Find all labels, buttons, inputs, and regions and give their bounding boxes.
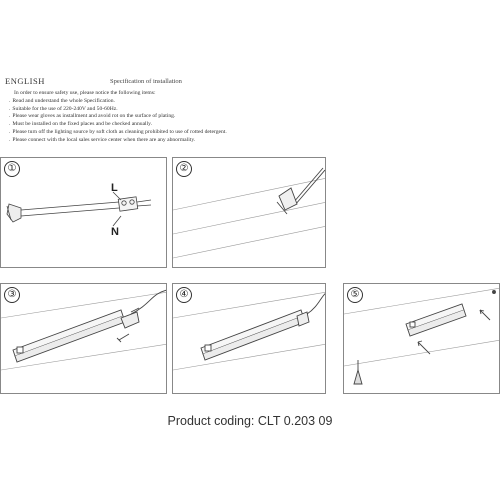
step-3-illustration [1,284,167,394]
step-1-panel [0,157,167,268]
safety-note: . Must be installed on the fixed places and be checked annually. [9,121,227,129]
document-title: Specification of installation [110,78,182,85]
step-1-illustration [1,158,167,268]
live-wire-label: L [111,182,118,194]
step-3-panel [0,283,167,394]
step-1-number: ① [4,161,20,177]
product-coding: Product coding: CLT 0.203 09 [167,414,333,428]
safety-note: . Please connect with the local sales service center when there are any abnormality. [9,137,227,145]
step-2-number: ② [176,161,192,177]
step-2-illustration [173,158,326,268]
intro-text: In order to ensure safety use, please notice the following items: [14,90,156,96]
step-5-panel [343,283,500,394]
safety-notes-list [9,98,227,144]
step-4-number: ④ [176,287,192,303]
step-4-illustration [173,284,326,394]
safety-note: . Please turn off the lighting source by soft cloth as cleaning prohibited to use of rotted detergent. [9,129,227,137]
step-5-illustration [344,284,500,394]
step-5-number: ⑤ [347,287,363,303]
step-3-number: ③ [4,287,20,303]
language-heading: ENGLISH [5,76,45,86]
step-4-panel [172,283,326,394]
safety-note: . Please wear gloves as installment and avoid rot on the surface of plating. [9,113,227,121]
neutral-wire-label: N [111,226,119,238]
step-2-panel [172,157,326,268]
safety-note: . Suitable for the use of 220-240V and 50-60Hz. [9,106,227,114]
safety-note: . Read and understand the whole Specification. [9,98,227,106]
